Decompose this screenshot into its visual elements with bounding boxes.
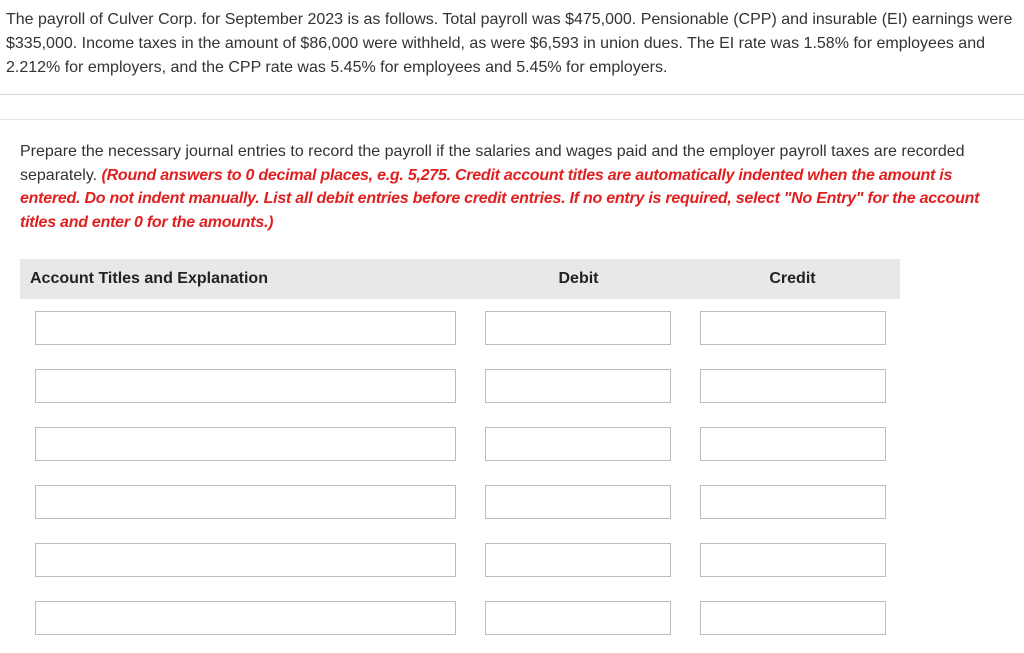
journal-row [0, 369, 1024, 405]
question-instructions [20, 140, 1016, 234]
account-title-input[interactable] [35, 427, 456, 461]
journal-row [0, 311, 1024, 347]
journal-row [0, 427, 1024, 463]
debit-amount-input[interactable] [485, 543, 671, 577]
section-divider [0, 94, 1024, 95]
credit-amount-input[interactable] [700, 601, 886, 635]
debit-amount-input[interactable] [485, 601, 671, 635]
account-title-input[interactable] [35, 601, 456, 635]
credit-amount-input[interactable] [700, 485, 886, 519]
credit-amount-input[interactable] [700, 427, 886, 461]
instructions-note: (Round answers to 0 decimal places, e.g. 5,275. Credit account titles are automatically indented when the amount is entered. Do not indent manually. List all debit entries before credit entries. If no entry is required, select "No Entry" for the account titles and enter 0 for the amounts.) [20, 166, 980, 231]
account-title-input[interactable] [35, 369, 456, 403]
debit-amount-input[interactable] [485, 485, 671, 519]
problem-statement: The payroll of Culver Corp. for September 2023 is as follows. Total payroll was $475,000. Pensionable (CPP) and insurable (EI) earnings were $335,000. Income taxes in the amount of $86,000 were withheld, as were $6,593 in union dues. The EI rate was 1.58% for employees and 2.212% for employers, and the CPP rate was 5.45% for employees and 5.45% for employers. [6, 11, 1013, 76]
section-divider-secondary [0, 119, 1024, 120]
journal-row [0, 543, 1024, 579]
credit-amount-input[interactable] [700, 369, 886, 403]
instructions-lead: Prepare the necessary journal entries to record the payroll if the salaries and wages paid and the employer payroll taxes are recorded separately. [20, 143, 965, 184]
header-debit: Debit [558, 270, 599, 287]
account-title-input[interactable] [35, 543, 456, 577]
account-title-input[interactable] [35, 311, 456, 345]
debit-amount-input[interactable] [485, 427, 671, 461]
header-account-titles: Account Titles and Explanation [30, 270, 268, 287]
journal-row [0, 601, 1024, 637]
header-credit: Credit [769, 270, 816, 287]
credit-amount-input[interactable] [700, 543, 886, 577]
debit-amount-input[interactable] [485, 311, 671, 345]
debit-amount-input[interactable] [485, 369, 671, 403]
account-title-input[interactable] [35, 485, 456, 519]
journal-table-header [20, 259, 900, 299]
credit-amount-input[interactable] [700, 311, 886, 345]
journal-row [0, 485, 1024, 521]
